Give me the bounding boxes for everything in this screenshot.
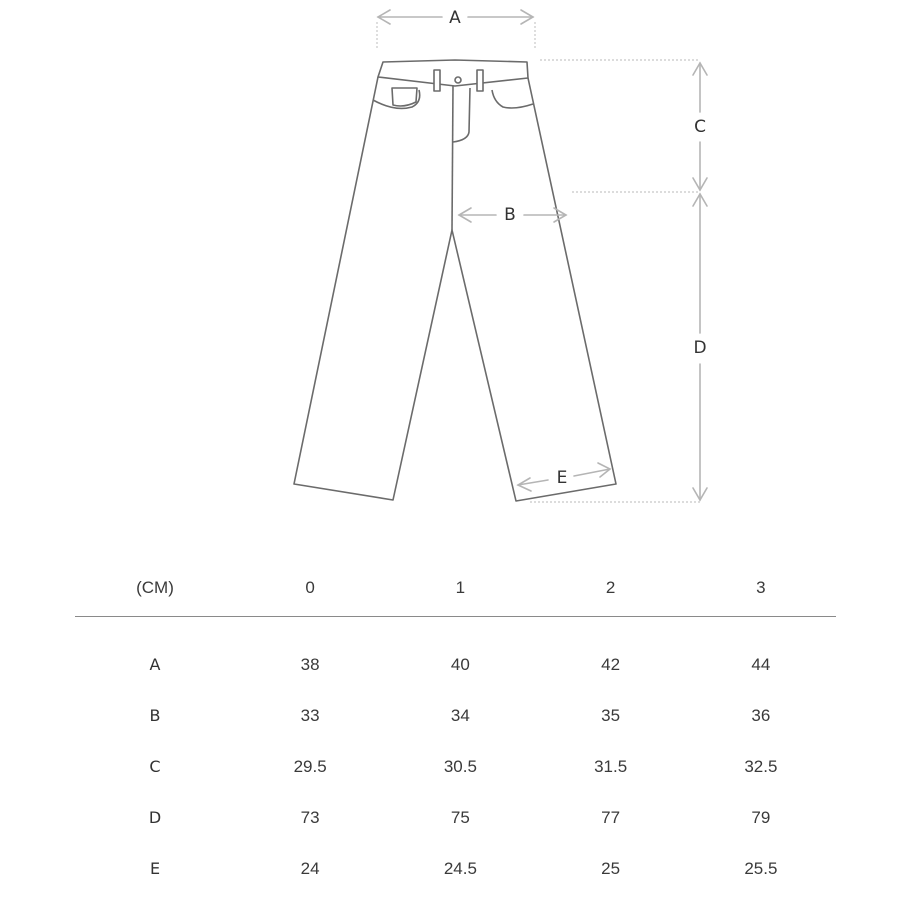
- table-cell: 35: [601, 705, 621, 725]
- waistband: [378, 60, 528, 86]
- table-cell: 75: [450, 807, 470, 827]
- size-header: 1: [455, 578, 466, 597]
- label-c: C: [694, 117, 706, 137]
- row-label: B: [149, 706, 161, 725]
- row-label: D: [148, 808, 162, 827]
- label-a: A: [449, 8, 461, 28]
- table-cell: 24.5: [443, 858, 477, 878]
- table-cell: 24: [300, 858, 320, 878]
- unit-header: (CM): [136, 578, 174, 597]
- fly-line: [452, 86, 453, 230]
- table-row: [75, 690, 836, 741]
- pants-outline: [294, 77, 616, 501]
- table-header-row: [75, 560, 836, 617]
- label-b: B: [504, 205, 516, 225]
- pants-sketch: [294, 60, 616, 501]
- table-cell: 77: [601, 807, 621, 827]
- size-header: 3: [756, 578, 766, 597]
- table-cell: 33: [300, 705, 320, 725]
- label-e: E: [556, 468, 568, 488]
- table-row: [75, 617, 836, 691]
- belt-loop-right: [477, 70, 483, 91]
- row-label: C: [149, 757, 161, 776]
- belt-loop-left: [434, 70, 440, 91]
- table-cell: 40: [450, 654, 470, 674]
- table-cell: 36: [751, 705, 771, 725]
- size-chart-table: [75, 560, 836, 894]
- size-header: 0: [305, 578, 315, 597]
- table-row: [75, 741, 836, 792]
- fly-stitch: [453, 88, 470, 142]
- table-cell: 32.5: [744, 756, 778, 776]
- table-cell: 73: [300, 807, 320, 827]
- label-d: D: [693, 338, 707, 358]
- table-cell: 25: [601, 858, 621, 878]
- table-row: [75, 843, 836, 894]
- table-cell: 25.5: [744, 858, 778, 878]
- table-cell: 42: [601, 654, 621, 674]
- coin-pocket: [392, 88, 417, 106]
- table-cell: 38: [300, 654, 320, 674]
- table-cell: 29.5: [293, 756, 327, 776]
- row-label: E: [149, 859, 161, 878]
- table-cell: 34: [450, 705, 470, 725]
- table-row: [75, 792, 836, 843]
- table-cell: 79: [751, 807, 771, 827]
- measurement-guides: [377, 22, 700, 502]
- table-cell: 44: [751, 654, 771, 674]
- size-header: 2: [605, 578, 616, 597]
- row-label: A: [149, 655, 161, 674]
- table-cell: 30.5: [443, 756, 477, 776]
- table-cell: 31.5: [594, 756, 628, 776]
- pocket-right: [492, 90, 533, 108]
